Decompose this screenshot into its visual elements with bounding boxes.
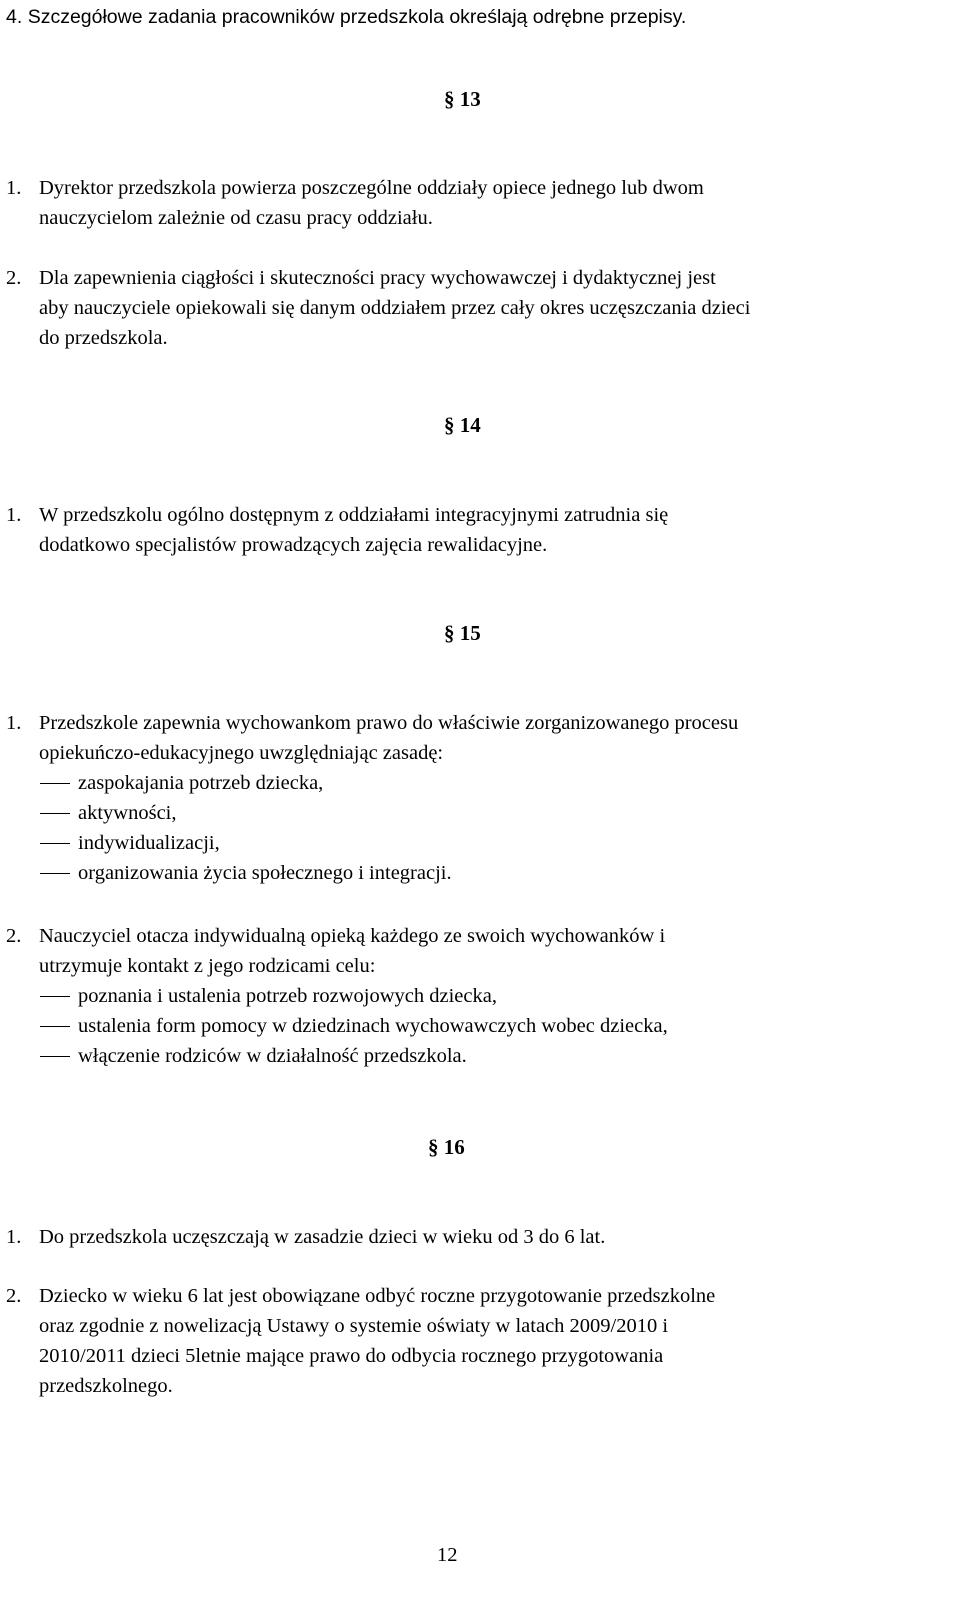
s15-paragraph-2 [6, 921, 939, 1071]
text-line: aby nauczyciele opiekowali się danym oddziałem przez cały okres uczęszczania dzieci [39, 297, 751, 319]
list-item-text: zaspokajania potrzeb dziecka, [78, 772, 324, 794]
s16-paragraph-2 [6, 1281, 939, 1401]
dash-bullet-icon [40, 996, 70, 997]
section-heading-13: § 13 [444, 87, 481, 111]
list-item [0, 768, 939, 798]
list-item [0, 858, 939, 888]
text-line: przedszkolnego. [39, 1375, 173, 1397]
s15-paragraph-1 [6, 708, 939, 888]
text-line: Przedszkole zapewnia wychowankom prawo do właściwie zorganizowanego procesu [39, 712, 739, 734]
paragraph-number: 2. [6, 925, 22, 947]
list-item [0, 798, 939, 828]
dash-bullet-icon [40, 1056, 70, 1057]
text-line: Do przedszkola uczęszczają w zasadzie dzieci w wieku od 3 do 6 lat. [39, 1226, 606, 1248]
list-item-text: aktywności, [78, 802, 177, 824]
dash-bullet-icon [40, 783, 70, 784]
section-heading-16: § 16 [428, 1135, 465, 1159]
text-line: nauczycielom zależnie od czasu pracy oddziału. [39, 207, 433, 229]
list-item-text: indywidualizacji, [78, 832, 220, 854]
s16-paragraph-1 [6, 1222, 939, 1252]
text-line: oraz zgodnie z nowelizacją Ustawy o systemie oświaty w latach 2009/2010 i [39, 1315, 669, 1337]
text-line: 2010/2011 dzieci 5letnie mające prawo do odbycia rocznego przygotowania [39, 1345, 664, 1367]
text-line: Dla zapewnienia ciągłości i skuteczności pracy wychowawczej i dydaktycznej jest [39, 267, 716, 289]
text-line: dodatkowo specjalistów prowadzących zajęcia rewalidacyjne. [39, 534, 548, 556]
text-line: opiekuńczo-edukacyjnego uwzględniając zasadę: [39, 742, 444, 764]
dash-bullet-icon [40, 873, 70, 874]
paragraph-number: 2. [6, 1285, 22, 1307]
paragraph-text: Szczegółowe zadania pracowników przedszkola określają odrębne przepisy. [27, 6, 687, 28]
dash-bullet-icon [40, 1026, 70, 1027]
s13-paragraph-1 [6, 173, 939, 233]
text-line: W przedszkolu ogólno dostępnym z oddziałami integracyjnymi zatrudnia się [39, 504, 669, 526]
section-heading-14: § 14 [444, 413, 481, 437]
paragraph-number: 1. [6, 177, 22, 199]
text-line: do przedszkola. [39, 327, 168, 349]
list-item [0, 981, 939, 1011]
paragraph-number: 2. [6, 267, 22, 289]
list-item-text: ustalenia form pomocy w dziedzinach wychowawczych wobec dziecka, [78, 1015, 668, 1037]
text-line: Dyrektor przedszkola powierza poszczególne oddziały opiece jednego lub dwom [39, 177, 704, 199]
s13-paragraph-2 [6, 263, 939, 353]
list-item-text: poznania i ustalenia potrzeb rozwojowych dziecka, [78, 985, 497, 1007]
page-number: 12 [437, 1544, 458, 1566]
paragraph-number: 1. [6, 1226, 22, 1248]
paragraph-number: 4. [6, 6, 23, 28]
s14-paragraph-1 [6, 500, 939, 560]
text-line: utrzymuje kontakt z jego rodzicami celu: [39, 955, 376, 977]
dash-bullet-icon [40, 813, 70, 814]
list-item-text: organizowania życia społecznego i integracji. [78, 862, 452, 884]
list-item [0, 1041, 939, 1071]
list-item [0, 828, 939, 858]
paragraph-4 [6, 2, 686, 32]
dash-bullet-icon [40, 843, 70, 844]
text-line: Dziecko w wieku 6 lat jest obowiązane odbyć roczne przygotowanie przedszkolne [39, 1285, 716, 1307]
paragraph-number: 1. [6, 504, 22, 526]
paragraph-number: 1. [6, 712, 22, 734]
list-item [0, 1011, 939, 1041]
text-line: Nauczyciel otacza indywidualną opieką każdego ze swoich wychowanków i [39, 925, 666, 947]
section-heading-15: § 15 [444, 621, 481, 645]
list-item-text: włączenie rodziców w działalność przedszkola. [78, 1045, 467, 1067]
